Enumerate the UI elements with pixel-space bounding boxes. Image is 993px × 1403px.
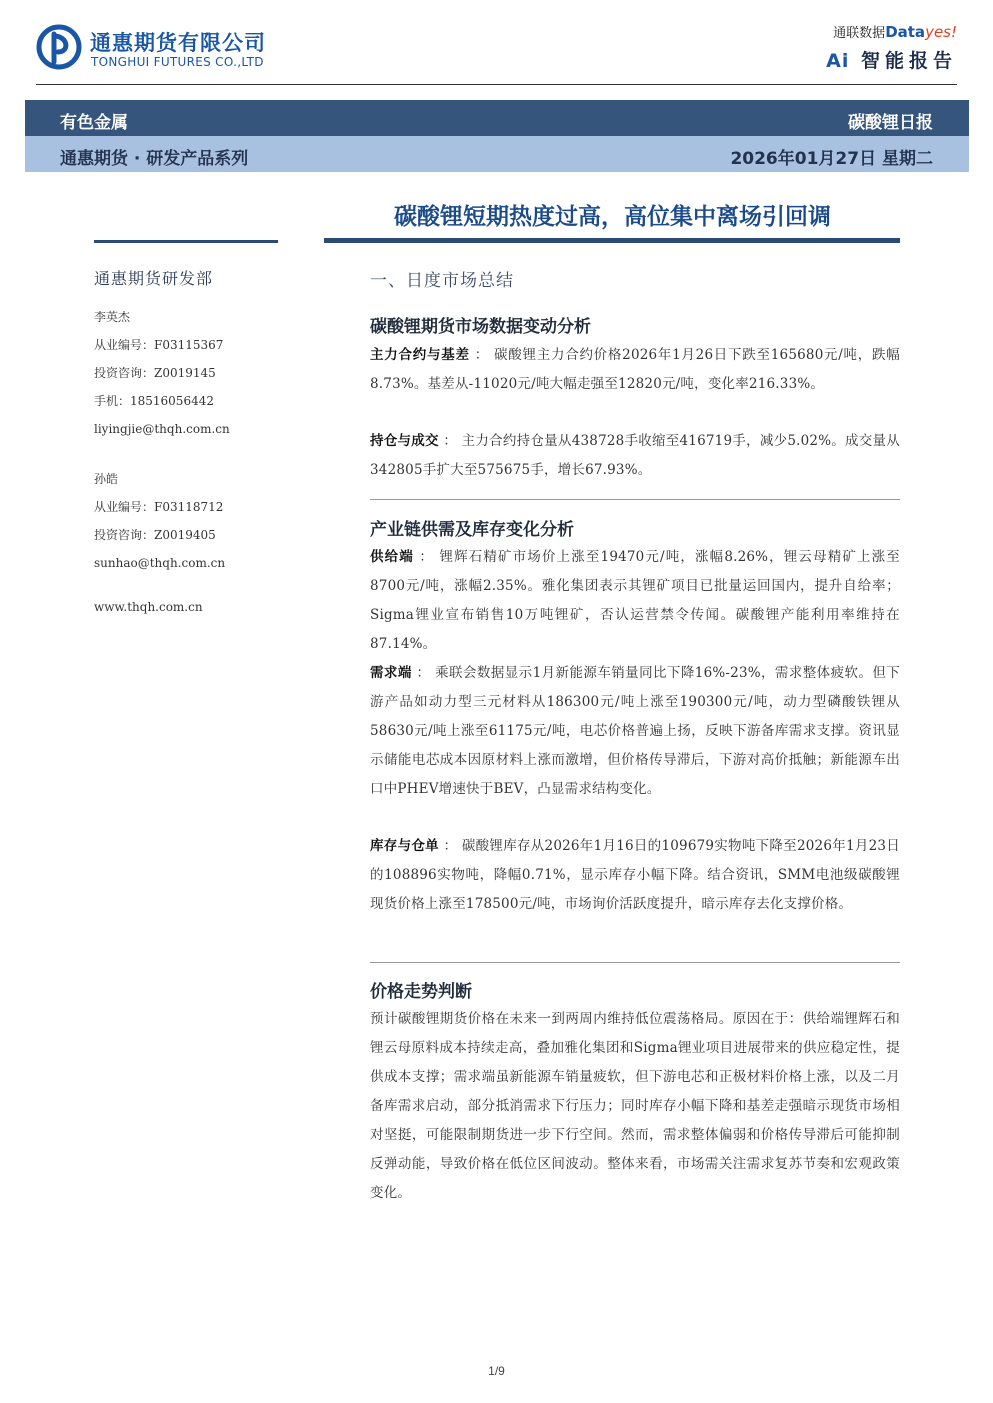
- inventory-text: ： 碳酸锂库存从2026年1月16日的109679实物吨下降至2026年1月23日的108896实物吨，降幅0.71%，显示库存小幅下降。结合资讯，SMM电池级碳酸锂现货价格上涨至178500元/吨，市场询价活跃度提升，暗示库存去化支撑价格。: [370, 838, 901, 912]
- section-heading: 一、日度市场总结: [370, 271, 514, 291]
- supply-demand-heading: 产业链供需及库存变化分析: [370, 520, 574, 540]
- ai-report-brand: [826, 46, 957, 73]
- brand-yes: yes!: [925, 23, 957, 41]
- position-volume-paragraph: [370, 427, 900, 485]
- sidebar: [94, 266, 294, 627]
- position-volume-text: ： 主力合约持仓量从438728手收缩至416719手，减少5.02%。成交量从342805手扩大至575675手，增长67.93%。: [370, 433, 901, 478]
- supply-label: 供给端: [370, 549, 414, 565]
- demand-paragraph: [370, 659, 900, 804]
- supply-text: ： 锂辉石精矿市场价上涨至19470元/吨，涨幅8.26%，锂云母精矿上涨至8700元/吨，涨幅2.35%。雅化集团表示其锂矿项目已批量运回国内，提升自给率；Sigma锂业宣布销售10万吨锂矿，否认运营禁令传闻。碳酸锂产能利用率维持在87.14%。: [370, 549, 900, 652]
- analyst2-license: 从业编号：F03118712: [94, 500, 224, 514]
- brand-data: Data: [885, 23, 926, 41]
- category-label: 有色金属: [60, 113, 128, 133]
- section-divider: [370, 962, 900, 963]
- brand-prefix: 通联数据: [833, 26, 886, 41]
- datayes-brand: [833, 22, 957, 41]
- report-type-label: 碳酸锂日报: [848, 113, 933, 133]
- contract-basis-paragraph: [370, 341, 900, 399]
- inventory-paragraph: [370, 832, 900, 919]
- analyst2-consult: 投资咨询：Z0019405: [94, 528, 216, 542]
- analyst1-phone: 手机：18516056442: [94, 394, 214, 408]
- company-name-cn: 通惠期货有限公司: [90, 31, 266, 55]
- price-outlook-paragraph: 预计碳酸锂期货价格在未来一到两周内维持低位震荡格局。原因在于：供给端锂辉石和锂云母原料成本持续走高，叠加雅化集团和Sigma锂业项目进展带来的供应稳定性，提供成本支撑；需求端虽新能源车销量疲软，但下游电芯和正极材料价格上涨，以及二月备库需求启动，部分抵消需求下行压力；同时库存小幅下降和基差走强暗示现货市场相对坚挺，可能限制期货进一步下行空间。然而，需求整体偏弱和价格传导滞后可能抑制反弹动能，导致价格在低位区间波动。整体来看，市场需关注需求复苏节奏和宏观政策变化。: [370, 1011, 900, 1201]
- page-number: 1/9: [488, 1364, 505, 1378]
- demand-text: ： 乘联会数据显示1月新能源车销量同比下降16%-23%，需求整体疲软。但下游产品如动力型三元材料从186300元/吨上涨至190300元/吨，动力型磷酸铁锂从58630元/吨上涨至61175元/吨，电芯价格普遍上扬，反映下游备库需求支撑。资讯显示储能电芯成本因原材料上涨而激增，但价格传导滞后，下游对高价抵触；新能源车出口中PHEV增速快于BEV，凸显需求结构变化。: [370, 665, 900, 797]
- category-band: [25, 100, 969, 136]
- analyst2-name: 孙皓: [94, 472, 119, 486]
- analyst1-email[interactable]: liyingjie@thqh.com.cn: [94, 422, 230, 436]
- futures-analysis-heading: 碳酸锂期货市场数据变动分析: [370, 317, 591, 337]
- position-volume-label: 持仓与成交: [370, 433, 439, 449]
- brand-ai: Ai: [826, 50, 850, 72]
- title-rule: [324, 238, 900, 243]
- inventory-label: 库存与仓单: [370, 838, 439, 854]
- sidebar-rule: [94, 240, 278, 243]
- department-name: 通惠期货研发部: [94, 269, 214, 288]
- analyst2-email[interactable]: sunhao@thqh.com.cn: [94, 556, 226, 570]
- series-band: [25, 136, 969, 172]
- report-title: 碳酸锂短期热度过高，高位集中离场引回调: [394, 204, 831, 230]
- header-divider: [36, 84, 957, 85]
- demand-label: 需求端: [370, 665, 412, 681]
- company-logo-icon: [36, 24, 82, 70]
- company-name-en: TONGHUI FUTURES CO.,LTD: [91, 55, 264, 69]
- series-label: 通惠期货 · 研发产品系列: [60, 149, 249, 169]
- contract-basis-text: ： 碳酸锂主力合约价格2026年1月26日下跌至165680元/吨，跌幅8.73%。基差从-11020元/吨大幅走强至12820元/吨，变化率216.33%。: [370, 347, 900, 392]
- website-link[interactable]: www.thqh.com.cn: [94, 600, 203, 614]
- analyst1-license: 从业编号：F03115367: [94, 338, 224, 352]
- report-date: 2026年01月27日 星期二: [730, 149, 933, 169]
- contract-basis-label: 主力合约与基差: [370, 347, 470, 363]
- supply-paragraph: [370, 543, 900, 659]
- analyst1-consult: 投资咨询：Z0019145: [94, 366, 216, 380]
- brand-report: 智能报告: [860, 50, 957, 72]
- analyst1-name: 李英杰: [94, 310, 131, 324]
- section-divider: [370, 499, 900, 500]
- price-outlook-heading: 价格走势判断: [370, 982, 472, 1002]
